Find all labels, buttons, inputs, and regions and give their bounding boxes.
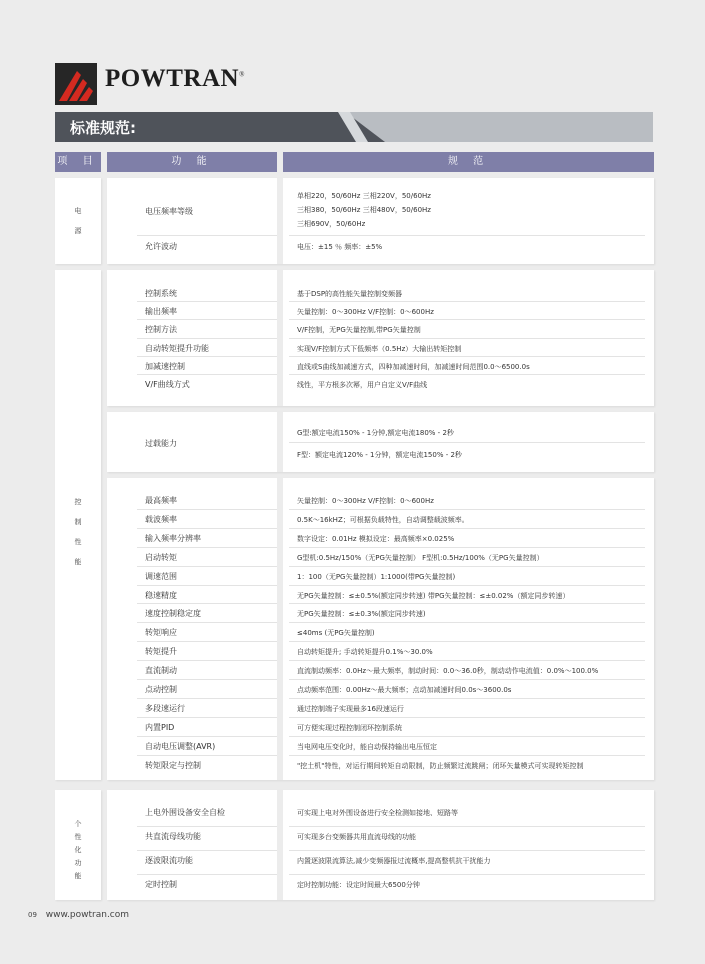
- control-b-row-spec: G型机:0.5Hz/150%（无PG矢量控制） F型机:0.5Hz/100%（无PG矢量控制）: [297, 553, 544, 562]
- personal-row-spec: 定时控制功能：设定时间最大6500分钟: [297, 881, 420, 889]
- control-b-row-fn: 调速范围: [145, 571, 177, 581]
- power-spec-fluctuation: 电压：±15 ％ 频率：±5%: [297, 243, 383, 251]
- personal-row-spec: 可实现多台变频器共用直流母线的功能: [297, 833, 416, 841]
- control-b-row-spec: 矢量控制：0～300Hz V/F控制：0～600Hz: [297, 497, 434, 505]
- control-b-row-fn: 载波频率: [145, 514, 177, 524]
- footer-url[interactable]: www.powtran.com: [45, 910, 130, 920]
- overload-panel: [107, 412, 654, 472]
- header-item: 项 目: [55, 152, 101, 172]
- overload-spec-g: G型:额定电流150% - 1分钟,额定电流180% - 2秒: [297, 429, 454, 437]
- power-panel: [107, 178, 654, 264]
- control-a-row-fn: 自动转矩提升功能: [145, 343, 209, 353]
- power-fn-fluctuation: 允许波动: [145, 242, 177, 251]
- control-b-row-fn: 转矩响应: [145, 628, 177, 638]
- control-b-row-spec: 0.5K～16kHZ；可根据负载特性，自动调整载波频率。: [297, 515, 469, 524]
- control-b-row-fn: 转矩提升: [145, 647, 177, 657]
- power-fn-voltage: 电压频率等级: [145, 207, 193, 216]
- control-a-row-spec: 直线或S曲线加减速方式，四种加减速时间，加减速时间范围0.0～6500.0s: [297, 362, 530, 371]
- category-power-cell: [55, 178, 101, 264]
- control-a-row-fn: 控制方法: [145, 325, 177, 335]
- personal-row-fn: 逐波限流功能: [145, 856, 193, 865]
- personal-row-fn: 定时控制: [145, 880, 177, 889]
- control-b-row-spec: 数字设定：0.01Hz 模拟设定：最高频率×0.025%: [297, 534, 455, 543]
- control-b-row-spec: 点动频率范围：0.00Hz～最大频率；点动加减速时间0.0s～3600.0s: [297, 686, 512, 694]
- control-b-row-spec: 自动转矩提升; 手动转矩提升0.1%～30.0%: [297, 648, 433, 657]
- section-title: 标准规范:: [70, 119, 136, 137]
- header-function: 功 能: [107, 152, 277, 172]
- control-b-row-fn: 最高频率: [145, 496, 177, 505]
- page-number: 09: [28, 911, 37, 919]
- control-b-row-spec: 无PG矢量控制：≤±0.5%(额定同步转速) 带PG矢量控制：≤±0.02%（额定同步转速）: [297, 591, 570, 600]
- control-b-row-fn: 输入频率分辨率: [145, 533, 201, 543]
- overload-fn: 过载能力: [145, 439, 177, 448]
- personal-row-fn: 共直流母线功能: [145, 832, 201, 841]
- control-a-row-fn: V/F曲线方式: [145, 380, 190, 389]
- control-b-row-fn: 启动转矩: [145, 552, 177, 562]
- control-b-row-fn: 转矩限定与控制: [145, 760, 201, 770]
- control-b-row-fn: 多段速运行: [145, 703, 185, 713]
- power-spec-voltage-2: 三相380，50/60Hz 三相480V，50/60Hz: [297, 206, 431, 214]
- personal-row-spec: 内置逐波限流算法,减少变频器报过流概率,提高整机抗干扰能力: [297, 857, 491, 865]
- control-b-row-fn: 点动控制: [145, 685, 177, 694]
- control-a-row-spec: V/F控制，无PG矢量控制,带PG矢量控制: [297, 326, 421, 335]
- control-b-row-fn: 稳速精度: [145, 590, 177, 600]
- personal-panel: [107, 790, 654, 900]
- power-spec-voltage-3: 三相690V，50/60Hz: [297, 220, 366, 228]
- control-panel-b: [107, 478, 654, 780]
- header-spec: 规 范: [283, 152, 654, 172]
- control-b-row-spec: 无PG矢量控制：≤±0.3%(额定同步转速): [297, 610, 426, 619]
- brand-logo-icon: [55, 63, 97, 105]
- control-a-row-spec: 基于DSP的高性能矢量控制变频器: [297, 290, 403, 298]
- control-a-row-fn: 输出频率: [145, 307, 177, 317]
- page-footer: [28, 910, 129, 920]
- personal-row-spec: 可实现上电对外围设备进行安全检测如接地、短路等: [297, 809, 458, 817]
- control-panel-a: [107, 270, 654, 406]
- category-control-cell: [55, 270, 101, 780]
- control-b-row-fn: 速度控制稳定度: [145, 609, 201, 619]
- control-a-row-spec: 实现V/F控制方式下低频率（0.5Hz）大输出转矩控制: [297, 344, 462, 353]
- control-b-row-fn: 自动电压调整(AVR): [145, 741, 216, 751]
- control-b-row-fn: 内置PID: [145, 722, 175, 732]
- control-a-row-spec: 线性，平方根多次幂，用户自定义V/F曲线: [297, 381, 428, 389]
- control-a-row-fn: 加减速控制: [145, 361, 185, 371]
- control-a-row-spec: 矢量控制：0～300Hz V/F控制：0～600Hz: [297, 308, 434, 317]
- control-b-row-spec: ≤40ms (无PG矢量控制): [297, 629, 375, 638]
- control-b-row-spec: 通过控制端子实现最多16段速运行: [297, 704, 404, 713]
- category-personal: 个性化功能: [74, 820, 82, 880]
- brand-name: POWTRAN®: [105, 65, 245, 92]
- power-spec-voltage-1: 单相220，50/60Hz 三相220V，50/60Hz: [297, 192, 431, 200]
- control-a-row-fn: 控制系统: [145, 289, 177, 298]
- personal-row-fn: 上电外围设备安全自检: [145, 808, 225, 817]
- category-control: 控制性能: [74, 498, 82, 566]
- control-b-row-spec: 当电网电压变化时，能自动保持输出电压恒定: [297, 742, 437, 751]
- overload-spec-f: F型：额定电流120% - 1分钟，额定电流150% - 2秒: [297, 451, 462, 459]
- category-personal-cell: [55, 790, 101, 900]
- control-b-row-spec: 直流制动频率：0.0Hz～最大频率，制动时间：0.0～36.0秒，制动动作电流值：0.0%～100.0%: [297, 667, 599, 676]
- control-b-row-spec: 可方便实现过程控制闭环控制系统: [297, 723, 402, 732]
- control-b-row-spec: 1：100（无PG矢量控制）1:1000(带PG矢量控制): [297, 572, 456, 581]
- control-b-row-spec: "挖土机"特性，对运行期间转矩自动限制，防止频繁过流跳闸；闭环矢量模式可实现转矩控制: [297, 761, 584, 770]
- category-power: 电源: [74, 207, 82, 235]
- control-b-row-fn: 直流制动: [145, 666, 177, 676]
